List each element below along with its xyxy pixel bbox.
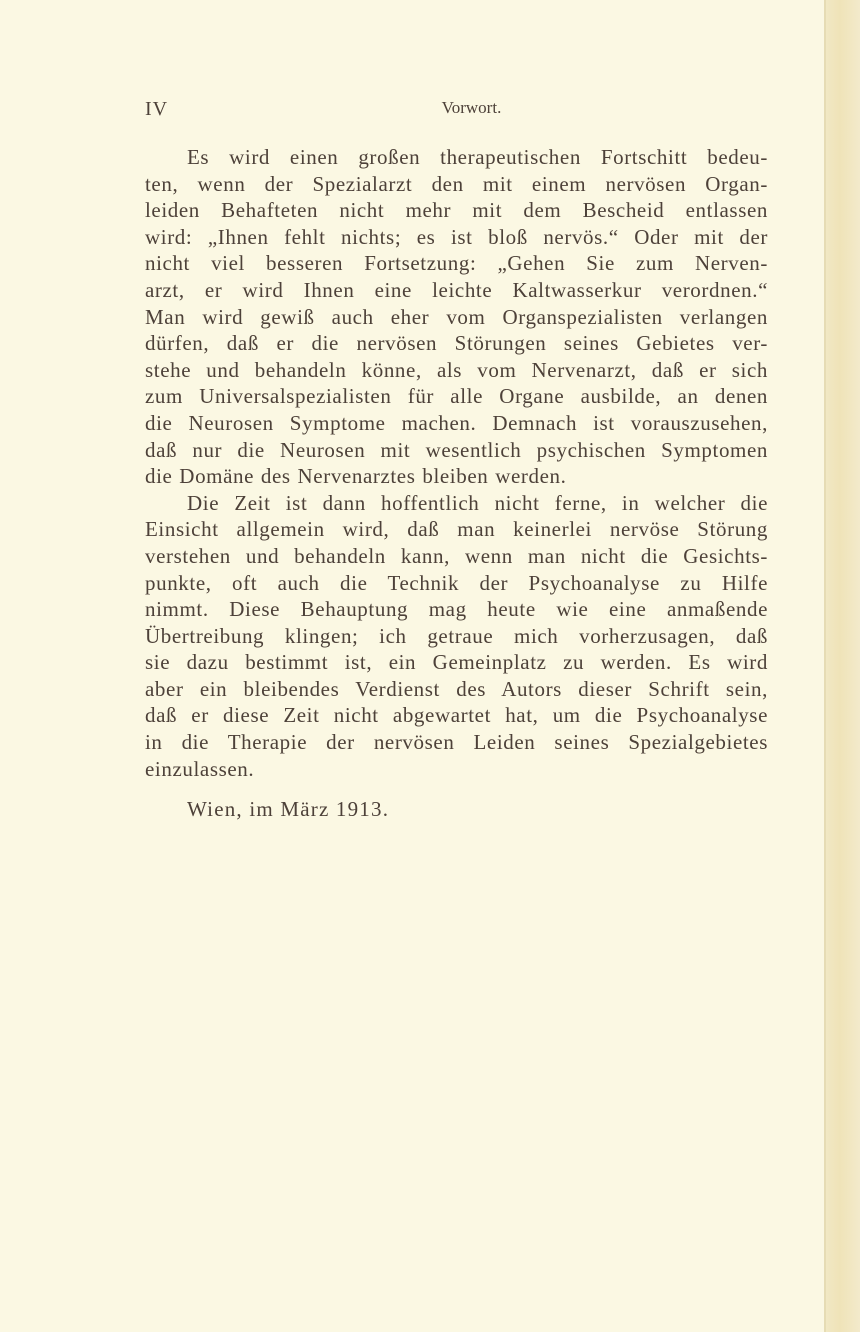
body-text <box>145 144 768 782</box>
text-line: daß er diese Zeit nicht abgewartet hat, um die Psychoanalyse <box>145 703 768 728</box>
paragraph <box>145 144 768 490</box>
text-line: sie dazu bestimmt ist, ein Gemeinplatz zu werden. Es wird <box>145 650 768 675</box>
text-line: leiden Behafteten nicht mehr mit dem Bescheid entlassen <box>145 198 768 223</box>
text-line: punkte, oft auch die Technik der Psychoanalyse zu Hilfe <box>145 570 768 595</box>
text-line: verstehen und behandeln kann, wenn man nicht die Gesichts- <box>145 543 768 568</box>
paragraph <box>145 490 768 783</box>
text-line: ten, wenn der Spezialarzt den mit einem nervösen Organ- <box>145 171 768 196</box>
text-line: Es wird einen großen therapeutischen Fortschitt bedeu- <box>187 145 768 169</box>
text-line: Einsicht allgemein wird, daß man keinerlei nervöse Störung <box>145 517 768 542</box>
page-header <box>145 98 768 124</box>
running-title: Vorwort. <box>441 98 502 117</box>
text-line: Man wird gewiß auch eher vom Organspezialisten verlangen <box>145 304 768 329</box>
text-line: einzulassen. <box>145 756 255 781</box>
text-line: nicht viel besseren Fortsetzung: „Gehen Sie zum Nerven- <box>145 251 768 276</box>
text-line: Die Zeit ist dann hoffentlich nicht ferne, in welcher die <box>187 490 768 515</box>
text-line: in die Therapie der nervösen Leiden seines Spezialgebietes <box>145 730 768 755</box>
text-line: Übertreibung klingen; ich getraue mich vorherzusagen, daß <box>145 623 768 648</box>
text-line: nimmt. Diese Behauptung mag heute wie eine anmaßende <box>145 597 768 622</box>
text-line: daß nur die Neurosen mit wesentlich psychischen Symptomen <box>145 437 768 462</box>
page-edge <box>826 0 860 1332</box>
text-line: stehe und behandeln könne, als vom Nervenarzt, daß er sich <box>145 357 768 382</box>
signature-line: Wien, im März 1913. <box>187 797 390 821</box>
text-line: wird: „Ihnen fehlt nichts; es ist bloß nervös.“ Oder mit der <box>145 224 768 249</box>
text-line: dürfen, daß er die nervösen Störungen seines Gebietes ver- <box>145 331 768 356</box>
text-line: aber ein bleibendes Verdienst des Autors dieser Schrift sein, <box>145 676 768 701</box>
text-line: die Domäne des Nervenarztes bleiben werden. <box>145 464 567 489</box>
text-line: die Neurosen Symptome machen. Demnach ist vorauszusehen, <box>145 410 768 435</box>
text-line: zum Universalspezialisten für alle Organe ausbilde, an denen <box>145 384 768 409</box>
text-line: arzt, er wird Ihnen eine leichte Kaltwasserkur verordnen.“ <box>145 277 768 302</box>
page-number: IV <box>145 98 169 120</box>
